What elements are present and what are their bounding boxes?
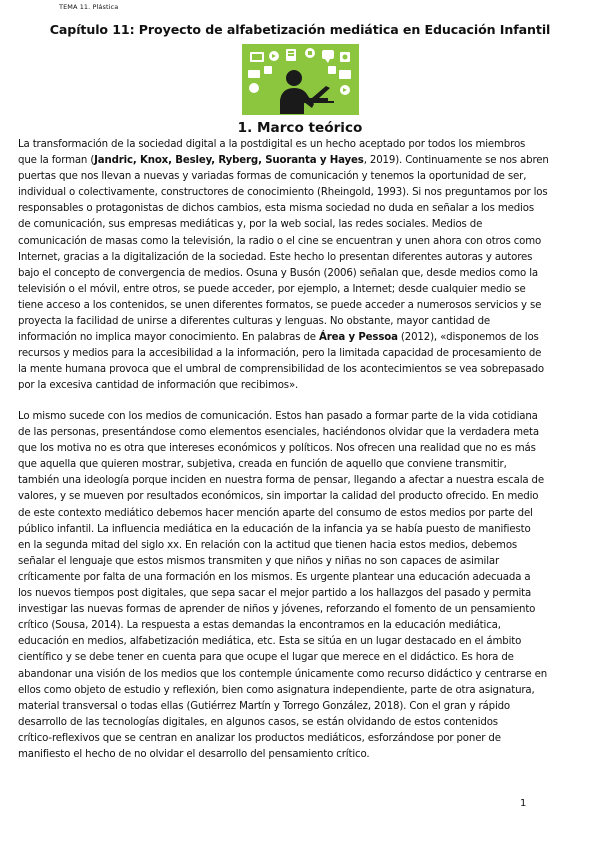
paragraph-2 <box>18 409 584 763</box>
text-line: La transformación de la sociedad digital a la postdigital es un hecho aceptado por todos los miembros <box>18 139 526 150</box>
header-tag: TEMA 11. Plástica <box>59 3 119 11</box>
text-line: material transversal o todas ellas (Gutiérrez Martín y Torrego González, 2018). Con el gran y rápido <box>18 700 511 712</box>
text-line: tiene acceso a los contenidos, se unen diferentes formatos, se puede acceder a numerosos servicios y se <box>18 299 542 311</box>
text-line: proyecta la facilidad de unirse a diferentes culturas y lenguas. No obstante, mayor cantidad de <box>18 316 491 328</box>
paragraph-1 <box>18 137 584 395</box>
chapter-title: Capítulo 11: Proyecto de alfabetización mediática en Educación Infantil <box>49 22 551 37</box>
text-line: también una ideología porque inciden en nuestra forma de pensar, llegando a afectar a nuestra escala de <box>18 475 544 487</box>
text-line: Lo mismo sucede con los medios de comunicación. Estos han pasado a formar parte de la vida cotidiana <box>18 411 538 422</box>
text-line: crítico (Sousa, 2014). La respuesta a estas demandas la encontramos en la educación mediática, <box>18 620 501 632</box>
text-line: valores, y se mueven por resultados económicos, sin importar la calidad del producto ofrecido. En medio <box>18 491 539 503</box>
text-line: crítico-reflexivos que se centran en analizar los productos mediáticos, esforzándose por poner de <box>18 732 501 744</box>
text-line: información no implica mayor conocimiento. En palabras de Área y Pessoa (2012), «disponemos de los <box>18 332 539 344</box>
text-line: ellos como objeto de estudio y reflexión, bien como asignatura independiente, parte de otra asignatura, <box>18 684 535 696</box>
text-line: que los motiva no es otra que intereses económicos y políticos. Nos ofrecen una realidad que no es más <box>18 443 536 455</box>
text-line: recursos y medios para la accesibilidad a la información, pero la limitada capacidad de procesamiento de <box>18 348 542 360</box>
text-line: público infantil. La influencia mediática en la educación de la infancia ya se había puesto de manifiesto <box>18 523 531 535</box>
text-line: desarrollo de las tecnologías digitales, en algunos casos, se están olvidando de estos contenidos <box>18 716 498 728</box>
text-line: educación en medios, alfabetización mediática, etc. Esta se sitúa en un lugar destacado en el ámbito <box>18 636 522 648</box>
text-line: televisión o el móvil, entre otros, se puede acceder, por ejemplo, a Internet; desde cualquier medio se <box>18 283 526 295</box>
text-line: manifiesto el hecho de no olvidar el desarrollo del pensamiento crítico. <box>18 748 370 760</box>
text-line: críticamente por falta de una formación en los mismos. Es urgente plantear una educación adecuada a <box>18 571 531 583</box>
person-at-laptop-with-media-icons <box>242 44 359 115</box>
text-line: los nuevos tiempos post digitales, que sepa sacar el mejor partido a los hallazgos del pasado y permita <box>18 588 532 600</box>
text-line: bajo el concepto de convergencia de medios. Osuna y Busón (2006) señalan que, desde medios como la <box>18 267 538 279</box>
text-line: señalar el lenguaje que estos mismos transmiten y que niños y niñas no son capaces de asimilar <box>18 555 500 567</box>
text-line: de las personas, presentándose como elementos esenciales, haciéndonos olvidar que la verdadera meta <box>18 427 539 439</box>
text-line: Internet, gracias a la digitalización de la sociedad. Este hecho lo presentan diferentes autoras y autores <box>18 251 533 263</box>
text-line: de este contexto mediático debemos hacer mención aparte del consumo de estos medios por parte del <box>18 507 533 519</box>
text-line: de comunicación, sus empresas mediáticas y, por la web social, las redes sociales. Medios de <box>18 219 483 231</box>
text-line: investigar las nuevas formas de aprender de niños y jóvenes, reforzando el fomento de un pensamiento <box>18 604 536 616</box>
text-line: individual o colectivamente, constructores de conocimiento (Rheingold, 1993). Si nos preguntamos por los <box>18 187 548 199</box>
text-line: puertas que nos llevan a nuevas y variadas formas de comunicación y tenemos la oportunidad de ser, <box>18 171 527 183</box>
text-line: responsables o protagonistas de dichos cambios, esta misma sociedad no duda en señalar a los medios <box>18 203 534 215</box>
section-title: 1. Marco teórico <box>237 120 363 136</box>
text-line: que aquella que quieren mostrar, subjetiva, creada en función de aquello que conviene transmitir, <box>18 459 507 471</box>
text-line: abandonar una visión de los medios que los contemple únicamente como recurso didáctico y centrarse en <box>18 668 548 680</box>
text-line: por la excesiva cantidad de información que recibimos». <box>18 380 299 392</box>
page-number: 1 <box>520 798 527 809</box>
text-line: la mente humana provoca que el umbral de comprensibilidad de los acontecimientos se vea sobrepasado <box>18 364 544 376</box>
text-line: que la forman (Jandric, Knox, Besley, Ryberg, Suoranta y Hayes, 2019). Continuamente se nos abren <box>18 155 549 167</box>
text-line: comunicación de masas como la televisión, la radio o el cine se encuentran y unen ahora con otros como <box>18 235 542 247</box>
text-line: en la segunda mitad del siglo xx. En relación con la actitud que tienen hacia estos medios, debemos <box>18 539 518 551</box>
text-line: científico y se debe tener en cuenta para que ocupe el lugar que merece en el didáctico. Es hora de <box>18 652 514 664</box>
